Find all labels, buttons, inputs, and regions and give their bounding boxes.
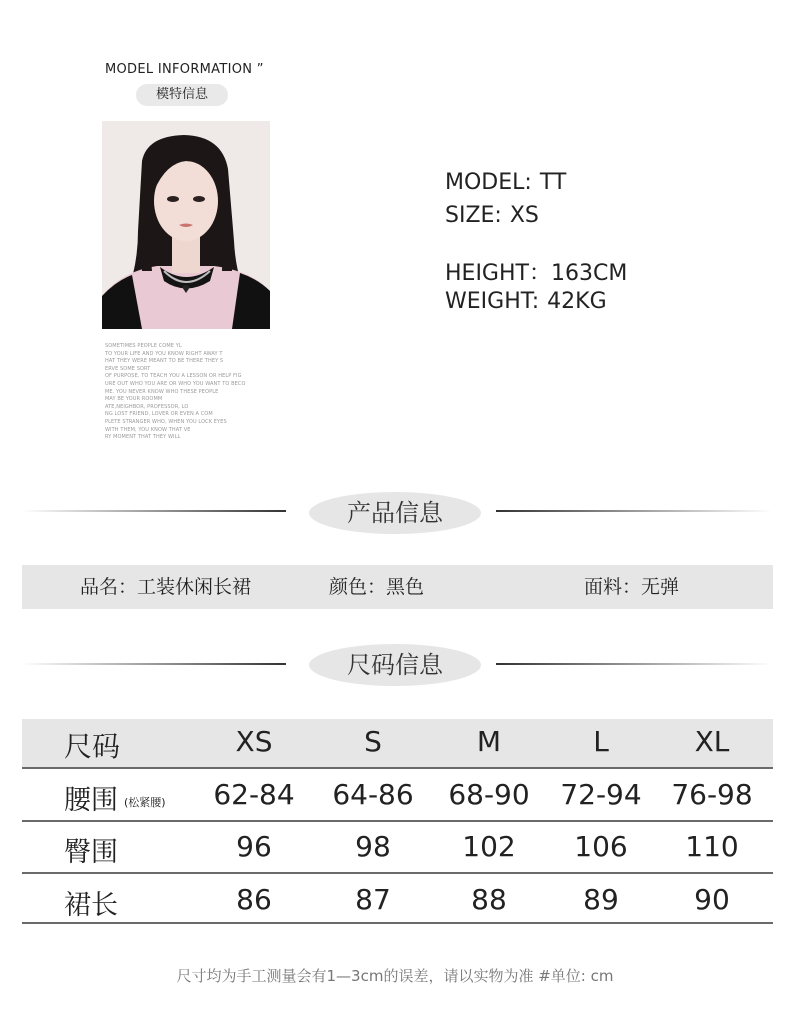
divider-right xyxy=(496,510,772,512)
waist-xs: 62-84 xyxy=(213,778,295,811)
divider-left xyxy=(22,663,286,665)
header-m: M xyxy=(476,725,502,758)
size-table-header xyxy=(22,719,773,767)
header-l: L xyxy=(593,725,609,758)
table-row xyxy=(0,828,790,868)
length-xl: 90 xyxy=(694,883,730,916)
spec-weight: WEIGHT: 42KG xyxy=(445,289,607,314)
length-xs: 86 xyxy=(236,883,272,916)
decorative-poem xyxy=(105,343,255,442)
measurement-footnote: 尺寸均为手工测量会有1—3cm的误差，请以实物为准 #单位: cm xyxy=(176,967,614,985)
table-rule xyxy=(22,767,773,769)
poem-line: OF PURPOSE, TO TEACH YOU A LESSON OR HELP FIG xyxy=(105,373,242,380)
row-label-hip: 臀围 xyxy=(64,837,118,868)
poem-line: MAY BE YOUR ROOMM xyxy=(105,396,163,403)
divider-left xyxy=(22,510,286,512)
waist-l: 72-94 xyxy=(560,778,642,811)
table-rule xyxy=(22,820,773,822)
table-row xyxy=(0,881,790,921)
poem-line: URE OUT WHO YOU ARE OR WHO YOU WANT TO BECO xyxy=(105,380,246,387)
waist-s: 64-86 xyxy=(332,778,414,811)
poem-line: PLETE STRANGER WHO, WHEN YOU LOCK EYES xyxy=(105,418,227,425)
table-rule xyxy=(22,872,773,874)
header-s: S xyxy=(364,725,382,758)
product-info-bar xyxy=(22,565,773,609)
model-portrait-illustration xyxy=(102,121,270,329)
waist-xl: 76-98 xyxy=(671,778,753,811)
hip-m: 102 xyxy=(462,830,516,863)
product-color: 颜色：黑色 xyxy=(329,576,425,598)
product-name: 品名：工装休闲长裙 xyxy=(80,576,252,598)
spec-height: HEIGHT：163CM xyxy=(445,261,628,286)
header-xl: XL xyxy=(694,725,730,758)
product-info-title: 产品信息 xyxy=(309,492,481,534)
model-info-heading-en: MODEL INFORMATION ” xyxy=(105,62,264,77)
length-s: 87 xyxy=(355,883,391,916)
poem-line: ATE,NEIGHBOR, PROFESSOR, LO xyxy=(105,403,189,410)
header-size-label: 尺码 xyxy=(64,730,121,763)
hip-s: 98 xyxy=(355,830,391,863)
product-fabric: 面料：无弹 xyxy=(584,576,680,598)
table-row xyxy=(0,776,790,816)
row-label-length: 裙长 xyxy=(64,890,118,921)
model-photo xyxy=(102,121,270,329)
spec-model: MODEL: TT xyxy=(445,170,567,195)
row-label-waist: 腰围 (松紧腰) xyxy=(64,785,166,816)
size-info-title: 尺码信息 xyxy=(309,644,481,686)
divider-right xyxy=(496,663,772,665)
poem-line: ERVE SOME SORT xyxy=(105,365,151,372)
length-l: 89 xyxy=(583,883,619,916)
poem-line: TO YOUR LIFE AND YOU KNOW RIGHT AWAY T xyxy=(105,350,223,357)
poem-line: HAT THEY WERE MEANT TO BE THERE THEY S xyxy=(105,358,224,365)
spec-size: SIZE: XS xyxy=(445,203,539,228)
poem-line: RY MOMENT THAT THEY WILL xyxy=(105,434,181,441)
length-m: 88 xyxy=(471,883,507,916)
header-xs: XS xyxy=(235,725,273,758)
hip-xl: 110 xyxy=(685,830,739,863)
hip-l: 106 xyxy=(574,830,628,863)
poem-line: WITH THEM, YOU KNOW THAT VE xyxy=(105,426,191,433)
poem-line: ME. YOU NEVER KNOW WHO THESE PEOPLE xyxy=(105,388,219,395)
table-rule xyxy=(22,922,773,924)
poem-line: NG LOST FRIEND, LOVER OR EVEN A COM xyxy=(105,411,213,418)
model-info-heading-cn: 模特信息 xyxy=(136,84,228,106)
hip-xs: 96 xyxy=(236,830,272,863)
poem-line: SOMETIMES PEOPLE COME YL xyxy=(105,343,182,349)
waist-m: 68-90 xyxy=(448,778,530,811)
